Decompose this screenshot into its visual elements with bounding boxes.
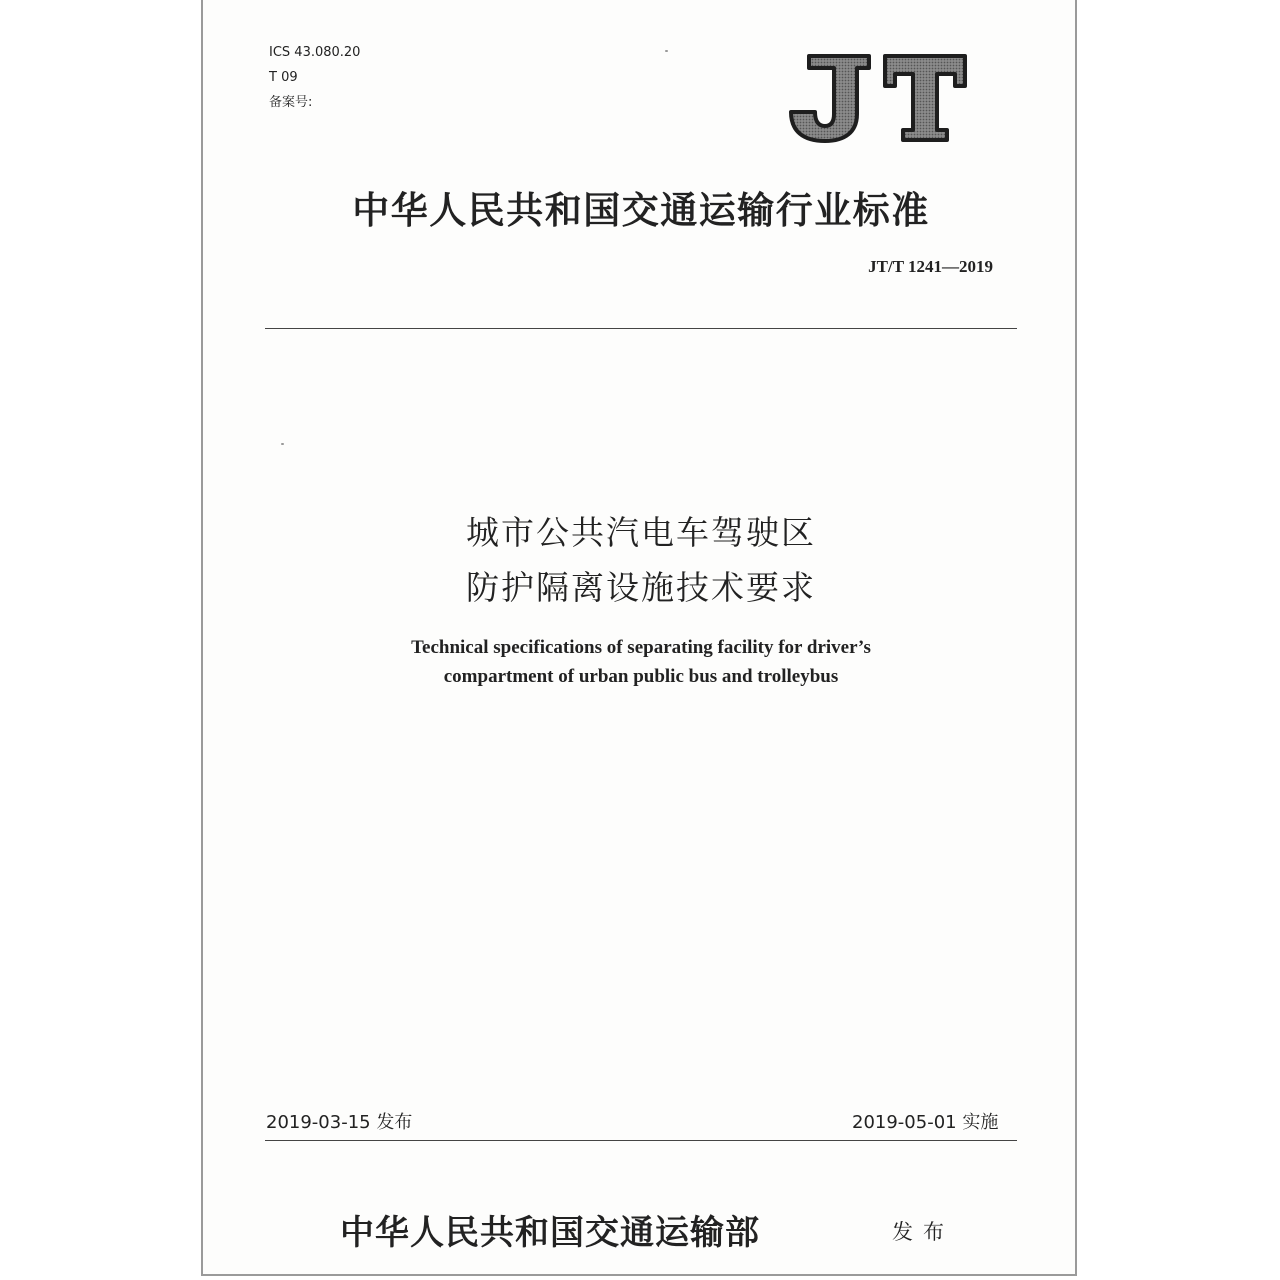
english-title-line-1: Technical specifications of separating facility for driver’s [411,637,871,658]
logo-letter-j [791,56,869,141]
issue-label: 发布 [892,1220,954,1244]
top-divider [265,328,1017,329]
logo-letter-t [885,56,965,140]
paper-speck [281,443,284,445]
paper-speck [665,50,668,52]
jt-logo [787,52,967,144]
category-code: T 09 [269,70,298,85]
effective-date: 2019-05-01 实施 [852,1112,999,1133]
issue-date: 2019-03-15 发布 [266,1112,413,1133]
standard-number: JT/T 1241—2019 [868,257,993,276]
chinese-title-line-1: 城市公共汽电车驾驶区 [466,513,816,552]
ics-code: ICS 43.080.20 [269,45,361,60]
filing-number-label: 备案号: [269,95,313,110]
issuing-authority: 中华人民共和国交通运输部 [340,1213,760,1253]
english-title-line-2: compartment of urban public bus and trolleybus [443,666,839,687]
chinese-title-line-2: 防护隔离设施技术要求 [466,568,816,607]
bottom-divider [265,1140,1017,1141]
standard-series-title: 中华人民共和国交通运输行业标准 [352,188,930,232]
